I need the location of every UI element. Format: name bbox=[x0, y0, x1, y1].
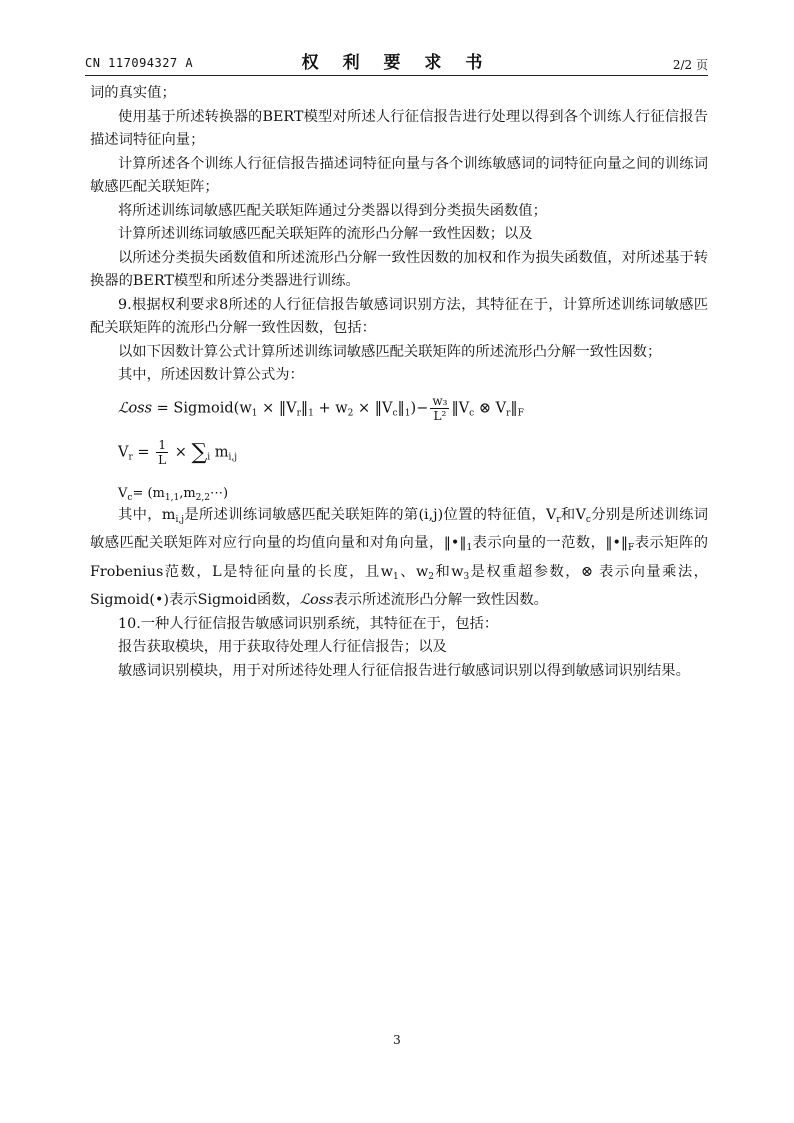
vc-formula: $V_c=$ $(m_{1,1},m_{2,2}\cdots)$ bbox=[118, 485, 229, 503]
summation-symbol: ∑ bbox=[191, 439, 208, 465]
vr-formula: $V_r$ = $\frac{1}{L}$ × $\sum_i$ $m_{i,j}$ bbox=[118, 437, 238, 467]
header-rule bbox=[85, 75, 708, 76]
loss-formula: ℒ𝑜𝑠𝑠 = $Sigmoid(w_1$ × $‖V_r‖_1 + w_2$ × $‖V_c‖_1)-$ $\frac{\text{w₃}}{\text{L²}}$ $‖V_c$ ⊗ $V_r‖_F$ bbox=[118, 393, 524, 423]
paragraph: 词的真实值； bbox=[90, 85, 176, 101]
fraction: $\frac{1}{L}$ bbox=[158, 437, 167, 467]
paragraph: 计算所述训练词敏感匹配关联矩阵的流形凸分解一致性因数；以及 bbox=[118, 226, 533, 242]
page-header bbox=[85, 50, 708, 74]
document-title: 权 利 要 求 书 bbox=[301, 53, 492, 73]
paragraph: 其中，所述因数计算公式为： bbox=[118, 367, 304, 383]
paragraph: 敏感词识别模块，用于对所述待处理人行征信报告进行敏感词识别以得到敏感词识别结果。 bbox=[118, 662, 690, 679]
paragraph: 使用基于所述转换器的BERT模型对所述人行征信报告进行处理以得到各个训练人行征信报告描述词特征向量； bbox=[90, 108, 708, 148]
claims-body bbox=[90, 82, 708, 683]
paragraph: 报告获取模块，用于获取待处理人行征信报告；以及 bbox=[118, 639, 447, 655]
page-count: 2/2 页 bbox=[672, 58, 708, 72]
fraction: $\frac{\text{w₃}}{\text{L²}}$ bbox=[432, 393, 448, 423]
claim-10: 10.一种人行征信报告敏感词识别系统，其特征在于，包括： bbox=[118, 615, 499, 632]
claim-9: 9.根据权利要求8所述的人行征信报告敏感词识别方法，其特征在于，计算所述训练词敏感匹配关联矩阵的流形凸分解一致性因数，包括： bbox=[90, 296, 708, 336]
publication-number: CN 117094327 A bbox=[85, 56, 194, 70]
variable-definitions: 其中，$m_{i,j}$是所述训练词敏感匹配关联矩阵的第(i,j)位置的特征值，$V_r$和$V_c$分别是所述训练词敏感匹配关联矩阵对应行向量的均值向量和对角向量，$‖•‖_1$表示向量的一范数，$‖•‖_F$表示矩阵的Frobenius范数，L是特征向量的长度，且$w_1$、$w_2$和$w_3$是权重超参数，⊗ 表示向量乘法，Sigmoid(•)表示Sigmoid函数，ℒ𝑜𝑠𝑠表示所述流形凸分解一致性因数。 bbox=[90, 506, 709, 608]
paragraph: 计算所述各个训练人行征信报告描述词特征向量与各个训练敏感词的词特征向量之间的训练词敏感匹配关联矩阵； bbox=[90, 155, 708, 195]
loss-symbol: ℒ𝑜𝑠𝑠 bbox=[118, 400, 153, 416]
paragraph: 以如下因数计算公式计算所述训练词敏感匹配关联矩阵的所述流形凸分解一致性因数； bbox=[118, 343, 662, 360]
page-number: 3 bbox=[393, 1033, 401, 1047]
paragraph: 以所述分类损失函数值和所述流形凸分解一致性因数的加权和作为损失函数值，对所述基于转换器的BERT模型和所述分类器进行训练。 bbox=[90, 249, 708, 289]
paragraph: 将所述训练词敏感匹配关联矩阵通过分类器以得到分类损失函数值； bbox=[118, 202, 547, 219]
